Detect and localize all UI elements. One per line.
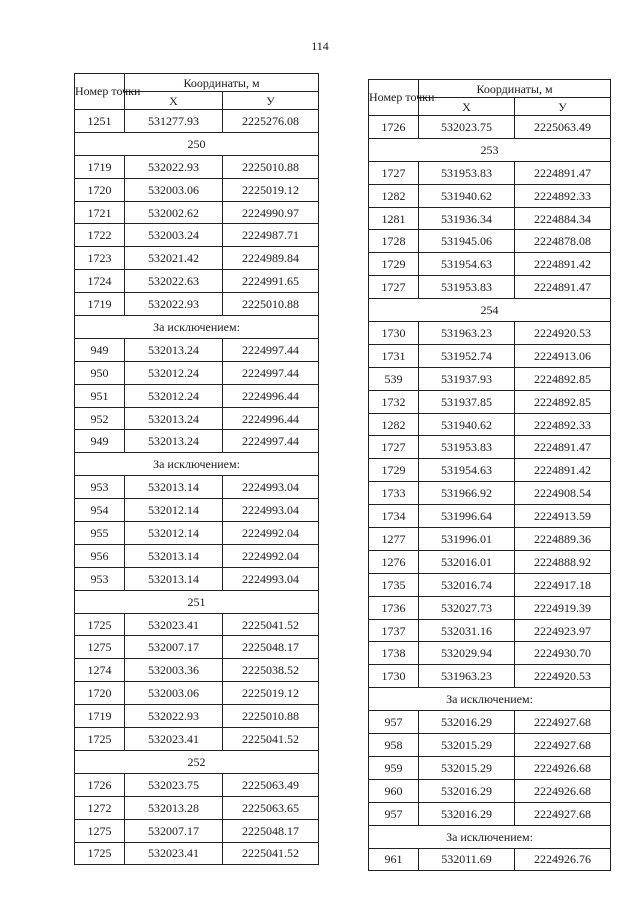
table-row — [75, 361, 319, 384]
point-number-cell: 1733 — [369, 482, 419, 505]
x-coordinate-cell: 532021.42 — [125, 247, 223, 270]
point-number-cell: 1724 — [75, 270, 125, 293]
x-coordinate-cell: 532023.75 — [125, 773, 223, 796]
point-number-cell: 1281 — [369, 207, 419, 230]
x-coordinate-cell: 531953.83 — [419, 161, 515, 184]
table-row — [75, 636, 319, 659]
section-row — [75, 453, 319, 476]
header-coordinates: Координаты, м — [419, 80, 611, 98]
table-row — [75, 407, 319, 430]
section-label: 252 — [75, 750, 319, 773]
table-row — [369, 253, 611, 276]
x-coordinate-cell: 532013.24 — [125, 407, 223, 430]
x-coordinate-cell: 532031.16 — [419, 619, 515, 642]
point-number-cell: 1735 — [369, 573, 419, 596]
point-number-cell: 539 — [369, 367, 419, 390]
table-row — [369, 413, 611, 436]
point-number-cell: 953 — [75, 476, 125, 499]
point-number-cell: 1719 — [75, 293, 125, 316]
table-row — [369, 779, 611, 802]
table-row — [369, 596, 611, 619]
y-coordinate-cell: 2224991.65 — [223, 270, 319, 293]
table-row — [369, 642, 611, 665]
point-number-cell: 955 — [75, 522, 125, 545]
table-row — [369, 665, 611, 688]
section-row — [75, 316, 319, 339]
y-coordinate-cell: 2225041.52 — [223, 728, 319, 751]
section-label: 251 — [75, 590, 319, 613]
table-row — [75, 842, 319, 865]
y-coordinate-cell: 2224919.39 — [515, 596, 611, 619]
y-coordinate-cell: 2224990.97 — [223, 201, 319, 224]
point-number-cell: 1729 — [369, 253, 419, 276]
x-coordinate-cell: 531937.85 — [419, 390, 515, 413]
x-coordinate-cell: 531940.62 — [419, 413, 515, 436]
table-row — [75, 430, 319, 453]
x-coordinate-cell: 532016.29 — [419, 711, 515, 734]
y-coordinate-cell: 2224923.97 — [515, 619, 611, 642]
section-row — [369, 825, 611, 848]
table-row — [75, 247, 319, 270]
table-row — [369, 367, 611, 390]
y-coordinate-cell: 2225019.12 — [223, 682, 319, 705]
section-row — [369, 688, 611, 711]
x-coordinate-cell: 532012.14 — [125, 522, 223, 545]
x-coordinate-cell: 532013.24 — [125, 338, 223, 361]
header-coordinates: Координаты, м — [125, 74, 319, 92]
x-coordinate-cell: 532015.29 — [419, 734, 515, 757]
table-row — [75, 567, 319, 590]
table-row — [369, 322, 611, 345]
x-coordinate-cell: 532023.41 — [125, 613, 223, 636]
point-number-cell: 1734 — [369, 505, 419, 528]
y-coordinate-cell: 2224927.68 — [515, 711, 611, 734]
point-number-cell: 1720 — [75, 178, 125, 201]
point-number-cell: 1272 — [75, 796, 125, 819]
header-x: X — [419, 98, 515, 116]
y-coordinate-cell: 2224891.47 — [515, 276, 611, 299]
point-number-cell: 949 — [75, 338, 125, 361]
point-number-cell: 957 — [369, 711, 419, 734]
section-row — [369, 299, 611, 322]
point-number-cell: 1719 — [75, 705, 125, 728]
point-number-cell: 958 — [369, 734, 419, 757]
section-label: За исключением: — [369, 825, 611, 848]
y-coordinate-cell: 2225010.88 — [223, 705, 319, 728]
point-number-cell: 1737 — [369, 619, 419, 642]
y-coordinate-cell: 2224889.36 — [515, 528, 611, 551]
x-coordinate-cell: 532023.41 — [125, 728, 223, 751]
y-coordinate-cell: 2225063.49 — [515, 116, 611, 139]
table-row — [75, 705, 319, 728]
y-coordinate-cell: 2225010.88 — [223, 293, 319, 316]
x-coordinate-cell: 532016.74 — [419, 573, 515, 596]
x-coordinate-cell: 532022.93 — [125, 155, 223, 178]
table-row — [369, 207, 611, 230]
x-coordinate-cell: 531963.23 — [419, 665, 515, 688]
table-row — [369, 734, 611, 757]
table-row — [75, 613, 319, 636]
point-number-cell: 952 — [75, 407, 125, 430]
table-row — [369, 848, 611, 871]
point-number-cell: 1726 — [369, 116, 419, 139]
point-number-cell: 1719 — [75, 155, 125, 178]
x-coordinate-cell: 531945.06 — [419, 230, 515, 253]
section-label: За исключением: — [75, 316, 319, 339]
table-row — [369, 528, 611, 551]
point-number-cell: 954 — [75, 499, 125, 522]
section-row — [75, 590, 319, 613]
point-number-cell: 1251 — [75, 110, 125, 133]
table-row — [75, 476, 319, 499]
point-number-cell: 1730 — [369, 665, 419, 688]
x-coordinate-cell: 532029.94 — [419, 642, 515, 665]
x-coordinate-cell: 532016.01 — [419, 550, 515, 573]
point-number-cell: 949 — [75, 430, 125, 453]
y-coordinate-cell: 2224891.42 — [515, 253, 611, 276]
section-label: За исключением: — [75, 453, 319, 476]
table-row — [369, 276, 611, 299]
point-number-cell: 1282 — [369, 413, 419, 436]
table-row — [75, 293, 319, 316]
y-coordinate-cell: 2224927.68 — [515, 802, 611, 825]
y-coordinate-cell: 2225276.08 — [223, 110, 319, 133]
page-number: 114 — [311, 39, 329, 53]
table-row — [369, 756, 611, 779]
table-row — [75, 522, 319, 545]
y-coordinate-cell: 2224884.34 — [515, 207, 611, 230]
y-coordinate-cell: 2224987.71 — [223, 224, 319, 247]
point-number-cell: 951 — [75, 384, 125, 407]
y-coordinate-cell: 2224891.47 — [515, 161, 611, 184]
table-row — [75, 110, 319, 133]
x-coordinate-cell: 532013.14 — [125, 476, 223, 499]
point-number-cell: 1730 — [369, 322, 419, 345]
x-coordinate-cell: 532027.73 — [419, 596, 515, 619]
x-coordinate-cell: 532012.24 — [125, 384, 223, 407]
table-row — [75, 270, 319, 293]
point-number-cell: 1726 — [75, 773, 125, 796]
x-coordinate-cell: 532012.24 — [125, 361, 223, 384]
y-coordinate-cell: 2224913.06 — [515, 344, 611, 367]
point-number-cell: 956 — [75, 544, 125, 567]
table-row — [369, 161, 611, 184]
point-number-cell: 1276 — [369, 550, 419, 573]
point-number-cell: 1728 — [369, 230, 419, 253]
point-number-cell: 1274 — [75, 659, 125, 682]
y-coordinate-cell: 2224891.47 — [515, 436, 611, 459]
point-number-cell: 1277 — [369, 528, 419, 551]
table-row — [75, 682, 319, 705]
y-coordinate-cell: 2224926.76 — [515, 848, 611, 871]
table-row — [75, 659, 319, 682]
y-coordinate-cell: 2224892.85 — [515, 367, 611, 390]
x-coordinate-cell: 532007.17 — [125, 819, 223, 842]
point-number-cell: 1725 — [75, 842, 125, 865]
x-coordinate-cell: 531996.64 — [419, 505, 515, 528]
x-coordinate-cell: 532013.14 — [125, 544, 223, 567]
point-number-cell: 1722 — [75, 224, 125, 247]
x-coordinate-cell: 532007.17 — [125, 636, 223, 659]
y-coordinate-cell: 2224993.04 — [223, 476, 319, 499]
x-coordinate-cell: 532013.28 — [125, 796, 223, 819]
header-y: У — [223, 92, 319, 110]
table-row — [369, 573, 611, 596]
section-label: За исключением: — [369, 688, 611, 711]
y-coordinate-cell: 2224926.68 — [515, 779, 611, 802]
point-number-cell: 1727 — [369, 276, 419, 299]
y-coordinate-cell: 2224993.04 — [223, 499, 319, 522]
y-coordinate-cell: 2224913.59 — [515, 505, 611, 528]
y-coordinate-cell: 2225010.88 — [223, 155, 319, 178]
table-row — [369, 619, 611, 642]
table-row — [75, 728, 319, 751]
y-coordinate-cell: 2224892.85 — [515, 390, 611, 413]
y-coordinate-cell: 2224992.04 — [223, 544, 319, 567]
x-coordinate-cell: 532015.29 — [419, 756, 515, 779]
table-row — [75, 384, 319, 407]
point-number-cell: 953 — [75, 567, 125, 590]
x-coordinate-cell: 532003.06 — [125, 682, 223, 705]
point-number-cell: 957 — [369, 802, 419, 825]
x-coordinate-cell: 531952.74 — [419, 344, 515, 367]
y-coordinate-cell: 2224878.08 — [515, 230, 611, 253]
point-number-cell: 1732 — [369, 390, 419, 413]
x-coordinate-cell: 532003.36 — [125, 659, 223, 682]
x-coordinate-cell: 532022.63 — [125, 270, 223, 293]
x-coordinate-cell: 532023.75 — [419, 116, 515, 139]
table-row — [75, 773, 319, 796]
point-number-cell: 950 — [75, 361, 125, 384]
point-number-cell: 1729 — [369, 459, 419, 482]
table-row — [75, 178, 319, 201]
point-number-cell: 1282 — [369, 184, 419, 207]
section-label: 253 — [369, 138, 611, 161]
x-coordinate-cell: 531953.83 — [419, 276, 515, 299]
y-coordinate-cell: 2224908.54 — [515, 482, 611, 505]
x-coordinate-cell: 532002.62 — [125, 201, 223, 224]
table-row — [75, 338, 319, 361]
y-coordinate-cell: 2225041.52 — [223, 842, 319, 865]
table-row — [369, 550, 611, 573]
x-coordinate-cell: 531936.34 — [419, 207, 515, 230]
point-number-cell: 1275 — [75, 819, 125, 842]
section-row — [369, 138, 611, 161]
point-number-cell: 1723 — [75, 247, 125, 270]
header-point-number: Номер точки — [75, 74, 125, 110]
section-row — [75, 750, 319, 773]
x-coordinate-cell: 531940.62 — [419, 184, 515, 207]
x-coordinate-cell: 531966.92 — [419, 482, 515, 505]
point-number-cell: 961 — [369, 848, 419, 871]
y-coordinate-cell: 2224917.18 — [515, 573, 611, 596]
y-coordinate-cell: 2224920.53 — [515, 322, 611, 345]
x-coordinate-cell: 532012.14 — [125, 499, 223, 522]
x-coordinate-cell: 532023.41 — [125, 842, 223, 865]
x-coordinate-cell: 531996.01 — [419, 528, 515, 551]
table-row — [369, 459, 611, 482]
x-coordinate-cell: 532011.69 — [419, 848, 515, 871]
point-number-cell: 1725 — [75, 613, 125, 636]
y-coordinate-cell: 2224930.70 — [515, 642, 611, 665]
point-number-cell: 1738 — [369, 642, 419, 665]
coordinates-table-left — [74, 73, 319, 865]
point-number-cell: 1720 — [75, 682, 125, 705]
table-row — [75, 155, 319, 178]
table-row — [369, 505, 611, 528]
y-coordinate-cell: 2225063.49 — [223, 773, 319, 796]
point-number-cell: 959 — [369, 756, 419, 779]
table-row — [75, 499, 319, 522]
table-row — [369, 230, 611, 253]
x-coordinate-cell: 532016.29 — [419, 802, 515, 825]
x-coordinate-cell: 532003.06 — [125, 178, 223, 201]
table-row — [75, 796, 319, 819]
x-coordinate-cell: 532022.93 — [125, 293, 223, 316]
y-coordinate-cell: 2225041.52 — [223, 613, 319, 636]
y-coordinate-cell: 2224892.33 — [515, 413, 611, 436]
table-row — [369, 116, 611, 139]
y-coordinate-cell: 2225063.65 — [223, 796, 319, 819]
point-number-cell: 960 — [369, 779, 419, 802]
y-coordinate-cell: 2225038.52 — [223, 659, 319, 682]
table-row — [369, 802, 611, 825]
point-number-cell: 1727 — [369, 161, 419, 184]
table-row — [369, 482, 611, 505]
point-number-cell: 1731 — [369, 344, 419, 367]
y-coordinate-cell: 2224997.44 — [223, 361, 319, 384]
coordinates-table-right — [368, 79, 611, 871]
y-coordinate-cell: 2224892.33 — [515, 184, 611, 207]
x-coordinate-cell: 531937.93 — [419, 367, 515, 390]
y-coordinate-cell: 2224927.68 — [515, 734, 611, 757]
y-coordinate-cell: 2224993.04 — [223, 567, 319, 590]
x-coordinate-cell: 531963.23 — [419, 322, 515, 345]
x-coordinate-cell: 532013.14 — [125, 567, 223, 590]
table-row — [369, 711, 611, 734]
header-y: У — [515, 98, 611, 116]
x-coordinate-cell: 531953.83 — [419, 436, 515, 459]
y-coordinate-cell: 2224997.44 — [223, 338, 319, 361]
x-coordinate-cell: 532022.93 — [125, 705, 223, 728]
x-coordinate-cell: 532003.24 — [125, 224, 223, 247]
table-row — [75, 544, 319, 567]
y-coordinate-cell: 2224888.92 — [515, 550, 611, 573]
x-coordinate-cell: 531277.93 — [125, 110, 223, 133]
table-row — [369, 436, 611, 459]
section-row — [75, 132, 319, 155]
y-coordinate-cell: 2224891.42 — [515, 459, 611, 482]
x-coordinate-cell: 531954.63 — [419, 253, 515, 276]
point-number-cell: 1275 — [75, 636, 125, 659]
point-number-cell: 1721 — [75, 201, 125, 224]
y-coordinate-cell: 2225019.12 — [223, 178, 319, 201]
y-coordinate-cell: 2224926.68 — [515, 756, 611, 779]
y-coordinate-cell: 2224920.53 — [515, 665, 611, 688]
x-coordinate-cell: 532016.29 — [419, 779, 515, 802]
section-label: 250 — [75, 132, 319, 155]
table-row — [75, 224, 319, 247]
table-row — [369, 390, 611, 413]
y-coordinate-cell: 2224997.44 — [223, 430, 319, 453]
point-number-cell: 1725 — [75, 728, 125, 751]
y-coordinate-cell: 2225048.17 — [223, 819, 319, 842]
table-row — [75, 819, 319, 842]
table-row — [369, 184, 611, 207]
y-coordinate-cell: 2224992.04 — [223, 522, 319, 545]
table-row — [75, 201, 319, 224]
header-point-number: Номер точки — [369, 80, 419, 116]
header-x: X — [125, 92, 223, 110]
x-coordinate-cell: 532013.24 — [125, 430, 223, 453]
y-coordinate-cell: 2224996.44 — [223, 384, 319, 407]
point-number-cell: 1727 — [369, 436, 419, 459]
section-label: 254 — [369, 299, 611, 322]
y-coordinate-cell: 2225048.17 — [223, 636, 319, 659]
y-coordinate-cell: 2224989.84 — [223, 247, 319, 270]
x-coordinate-cell: 531954.63 — [419, 459, 515, 482]
y-coordinate-cell: 2224996.44 — [223, 407, 319, 430]
point-number-cell: 1736 — [369, 596, 419, 619]
table-row — [369, 344, 611, 367]
